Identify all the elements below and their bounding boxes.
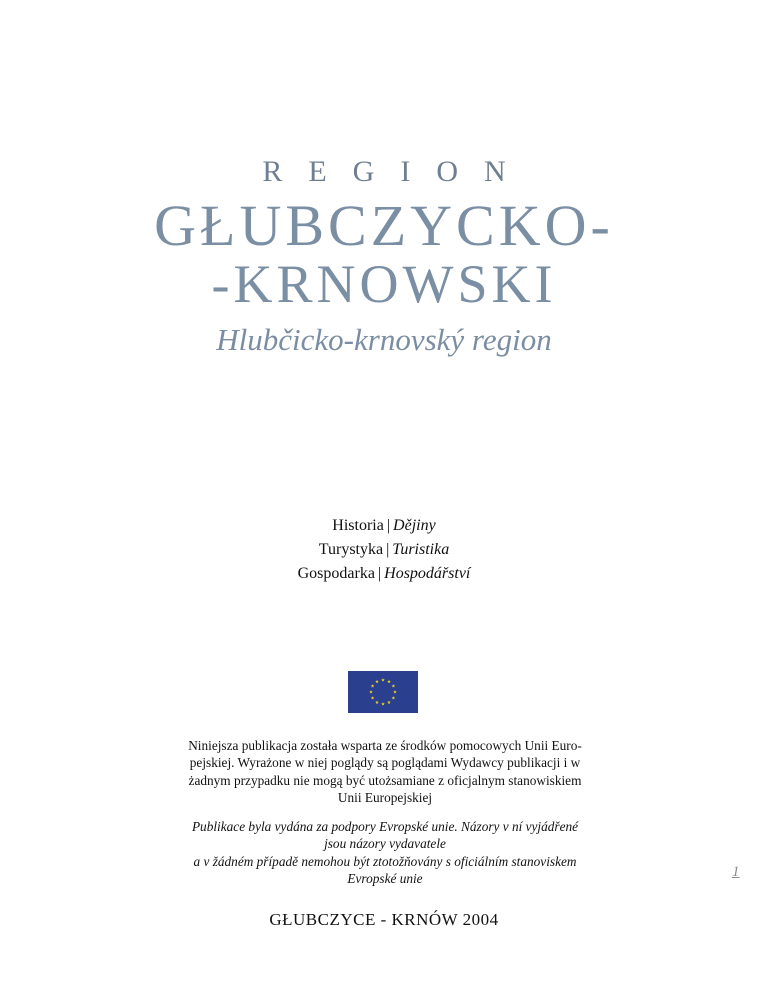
separator: | (386, 541, 390, 558)
eu-notice-polish (150, 737, 620, 807)
subtitle: Hlubčicko-krnovský region (216, 322, 552, 357)
imprint: GŁUBCZYCE - KRNÓW 2004 (269, 910, 499, 929)
notice-pl-line: żadnym przypadku nie mogą być utożsamiane z oficjalnym stanowiskiem (188, 772, 582, 788)
topic-economy (0, 562, 768, 586)
topic-tourism-pl: Turystyka (318, 541, 384, 558)
topic-economy-pl: Gospodarka (297, 565, 375, 582)
topic-history-cz: Dějiny (393, 517, 436, 534)
topic-tourism-cz: Turistika (392, 541, 450, 558)
notice-pl-line: Unii Europejskiej (337, 790, 433, 806)
notice-cz-line: a v žádném případě nemohou být ztotožňovány s oficiálním stanoviskem (193, 853, 577, 869)
topic-economy-cz: Hospodářství (384, 565, 471, 582)
topic-tourism (0, 538, 768, 562)
notice-cz-line: Publikace byla vydána za podpory Evropské unie. Názory v ní vyjádřené (191, 819, 579, 834)
separator: | (386, 517, 391, 534)
topic-history (0, 514, 768, 538)
notice-pl-line: pejskiej. Wyrażone w niej poglądy są poglądami Wydawcy publikacji i w (189, 755, 581, 771)
separator: | (377, 565, 382, 582)
title-line-2: -KRNOWSKI (211, 254, 557, 314)
notice-cz-line: jsou názory vydavatele (324, 836, 446, 852)
eu-flag-icon (348, 671, 418, 713)
region-heading: REGION (262, 155, 532, 188)
title-line-1: GŁUBCZYCKO- (154, 193, 614, 258)
topic-history-pl: Historia (332, 517, 384, 534)
topic-list (0, 514, 768, 586)
notice-pl-line: Niniejsza publikacja została wsparta ze środków pomocowych Unii Euro- (188, 738, 582, 753)
eu-flag-background (348, 671, 418, 713)
page-number: 1 (732, 864, 740, 880)
eu-notice-czech (150, 818, 620, 888)
notice-cz-line: Evropské unie (347, 871, 423, 887)
